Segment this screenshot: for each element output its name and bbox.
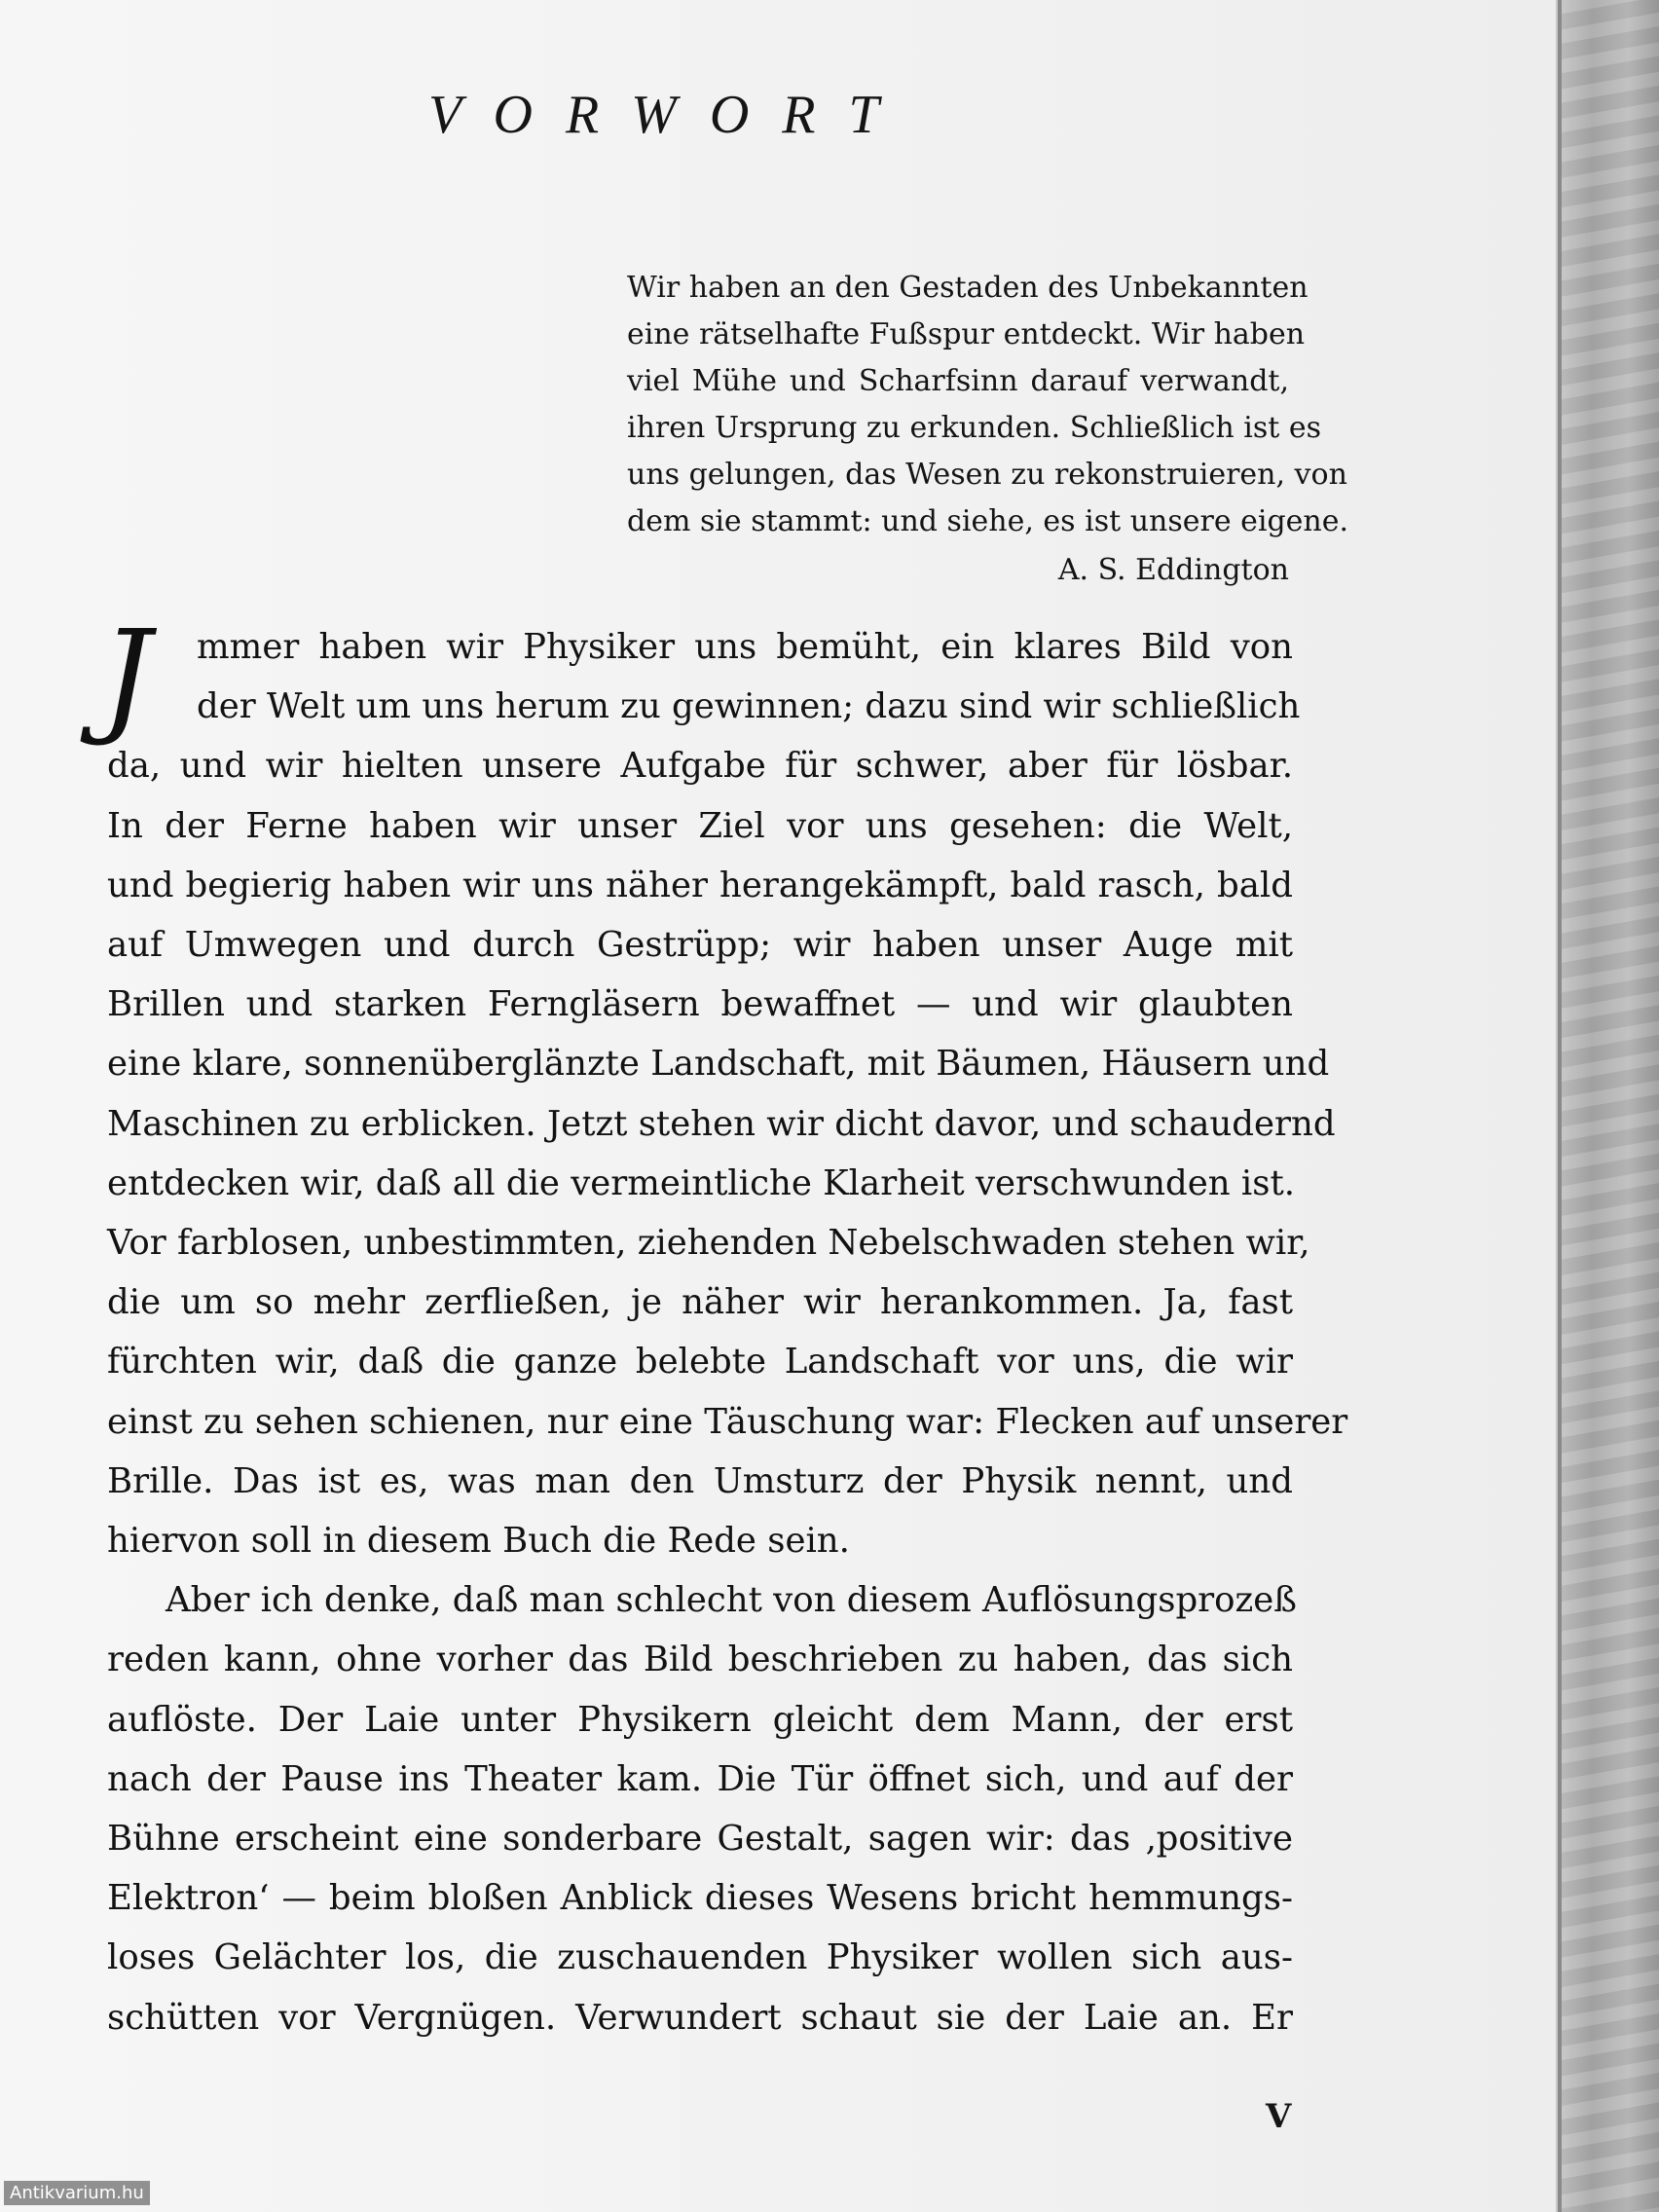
drop-cap: J bbox=[101, 605, 152, 750]
body-line: und begierig haben wir uns näher herangekämpft, bald rasch, bald bbox=[107, 865, 1293, 905]
body-line: hiervon soll in diesem Buch die Rede sein. bbox=[107, 1521, 850, 1562]
body-line: die um so mehr zerfließen, je näher wir herankommen. Ja, fast bbox=[107, 1282, 1293, 1323]
epigraph-line: uns gelungen, das Wesen zu rekonstruieren, von bbox=[627, 458, 1347, 492]
watermark: Antikvarium.hu bbox=[4, 2181, 150, 2205]
paragraph-line: Bühne erscheint eine sonderbare Gestalt, sagen wir: das ‚positive bbox=[107, 1819, 1293, 1860]
body-line: Maschinen zu erblicken. Jetzt stehen wir dicht davor, und schaudernd bbox=[107, 1103, 1336, 1144]
body-line: Vor farblosen, unbestimmten, ziehenden Nebelschwaden stehen wir, bbox=[107, 1223, 1310, 1264]
body-line: Brille. Das ist es, was man den Umsturz der Physik nennt, und bbox=[107, 1460, 1293, 1501]
body-line: der Welt um uns herum zu gewinnen; dazu sind wir schließlich bbox=[197, 686, 1301, 727]
epigraph-line: ihren Ursprung zu erkunden. Schließlich ist es bbox=[627, 411, 1321, 445]
body-line: In der Ferne haben wir unser Ziel vor uns gesehen: die Welt, bbox=[107, 805, 1293, 846]
epigraph-line: viel Mühe und Scharfsinn darauf verwandt, bbox=[627, 364, 1289, 398]
page-number: V bbox=[1266, 2097, 1292, 2136]
body-line: Brillen und starken Ferngläsern bewaffnet — und wir glaubten bbox=[107, 984, 1293, 1025]
page-title: VORWORT bbox=[428, 85, 912, 145]
body-line: eine klare, sonnenüberglänzte Landschaft, mit Bäumen, Häusern und bbox=[107, 1044, 1330, 1085]
paragraph-line: reden kann, ohne vorher das Bild beschrieben zu haben, das sich bbox=[107, 1640, 1293, 1680]
body-line: da, und wir hielten unsere Aufgabe für schwer, aber für lösbar. bbox=[107, 746, 1293, 787]
body-line: mmer haben wir Physiker uns bemüht, ein klares Bild von bbox=[197, 627, 1293, 667]
epigraph-author: A. S. Eddington bbox=[1057, 553, 1289, 587]
adjacent-page-texture bbox=[1562, 0, 1659, 2212]
paragraph-line: auflöste. Der Laie unter Physikern gleicht dem Mann, der erst bbox=[107, 1699, 1293, 1740]
epigraph-line: Wir haben an den Gestaden des Unbekannten bbox=[627, 271, 1309, 305]
paragraph-line: loses Gelächter los, die zuschauenden Physiker wollen sich aus- bbox=[107, 1937, 1293, 1978]
body-line: entdecken wir, daß all die vermeintliche Klarheit verschwunden ist. bbox=[107, 1162, 1296, 1203]
body-line: fürchten wir, daß die ganze belebte Landschaft vor uns, die wir bbox=[107, 1342, 1293, 1382]
body-text bbox=[101, 605, 1348, 2047]
epigraph-line: dem sie stammt: und siehe, es ist unsere eigene. bbox=[627, 504, 1349, 538]
body-line: einst zu sehen schienen, nur eine Täuschung war: Flecken auf unserer bbox=[107, 1401, 1348, 1442]
epigraph bbox=[627, 265, 1349, 594]
epigraph-line: eine rätselhafte Fußspur entdeckt. Wir haben bbox=[627, 317, 1306, 351]
paragraph-line: Elektron‘ — beim bloßen Anblick dieses Wesens bricht hemmungs- bbox=[107, 1878, 1293, 1919]
paragraph-line: schütten vor Vergnügen. Verwundert schaut sie der Laie an. Er bbox=[107, 1997, 1293, 2038]
paragraph-line: Aber ich denke, daß man schlecht von diesem Auflösungsprozeß bbox=[166, 1580, 1297, 1621]
body-line: auf Umwegen und durch Gestrüpp; wir haben unser Auge mit bbox=[107, 925, 1293, 966]
paragraph-line: nach der Pause ins Theater kam. Die Tür öffnet sich, und auf der bbox=[107, 1758, 1293, 1799]
